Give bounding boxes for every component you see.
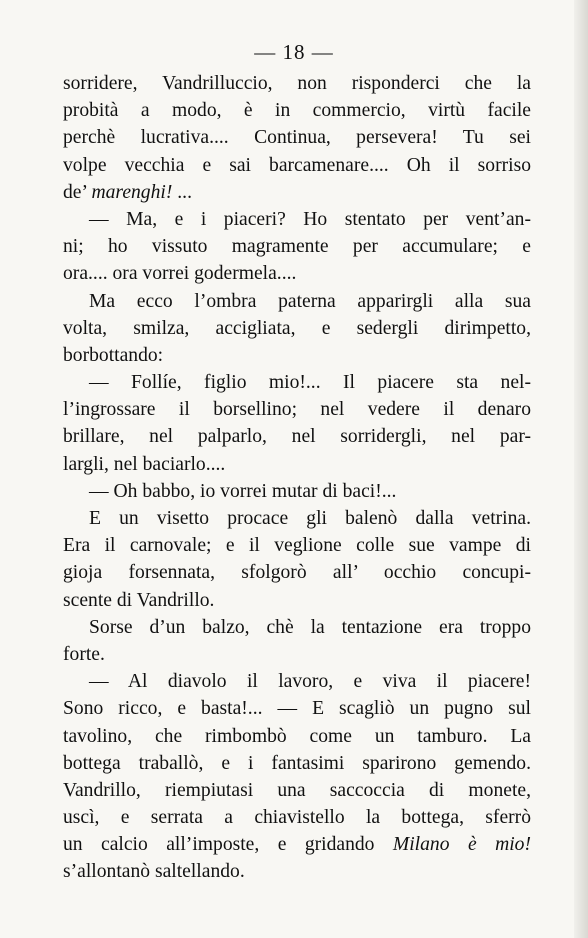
text-line: — Al diavolo il lavoro, e viva il piacere! (89, 671, 531, 693)
body-text (63, 70, 531, 886)
text-line: — Follíe, figlio mio!... Il piacere sta nel- (89, 372, 531, 394)
text-line (63, 831, 531, 858)
page-number: — 18 — (254, 40, 334, 64)
text-line: gioja forsennata, sfolgorò all’ occhio concupi- (63, 562, 531, 584)
text-line (63, 179, 531, 206)
text-line: brillare, nel palparlo, nel sorridergli, nel par- (63, 426, 531, 448)
text-line: volta, smilza, accigliata, e sedergli dirimpetto, (63, 317, 531, 339)
text-line: bottega traballò, e i fantasimi sparirono gemendo. (63, 752, 531, 774)
text-line: Sorse d’un balzo, chè la tentazione era troppo (89, 616, 531, 638)
text-line: s’allontanò saltellando. (63, 861, 245, 883)
text-segment: de’ (63, 181, 92, 203)
text-segment: un calcio all’imposte, e gridando (63, 834, 393, 856)
text-line: probità a modo, è in commercio, virtù facile (63, 100, 531, 122)
text-line: tavolino, che rimbombò come un tamburo. La (63, 725, 531, 747)
text-line: volpe vecchia e sai barcamenare.... Oh il sorriso (63, 154, 531, 176)
text-line: Era il carnovale; e il veglione colle sue vampe di (63, 535, 531, 557)
text-line: borbottando: (63, 344, 164, 366)
text-line: perchè lucrativa.... Continua, persevera! Tu sei (63, 127, 531, 149)
text-line: sorridere, Vandrilluccio, non risponderci che la (63, 73, 531, 94)
text-line: Ma ecco l’ombra paterna apparirgli alla sua (89, 290, 531, 312)
text-line: ora.... ora vorrei godermela.... (63, 263, 297, 285)
text-line: uscì, e serrata a chiavistello la bottega, sferrò (63, 807, 531, 829)
text-line: forte. (63, 643, 105, 665)
text-line: E un visetto procace gli balenò dalla vetrina. (89, 508, 531, 529)
text-line: ni; ho vissuto magramente per accumulare; e (63, 236, 531, 258)
text-line: scente di Vandrillo. (63, 589, 215, 611)
text-line: Vandrillo, riempiutasi una saccoccia di monete, (63, 779, 531, 801)
text-line: — Oh babbo, io vorrei mutar di baci!... (89, 480, 397, 502)
text-line: largli, nel baciarlo.... (63, 453, 226, 475)
text-line: Sono ricco, e basta!... — E scagliò un pugno sul (63, 698, 531, 720)
text-segment: ... (172, 181, 192, 203)
italic-text-segment: marenghi! (91, 181, 173, 203)
page-edge-shadow (574, 0, 588, 938)
text-line: — Ma, e i piaceri? Ho stentato per vent’an- (89, 208, 531, 230)
italic-text-segment: Milano è mio! (392, 834, 531, 856)
text-line: l’ingrossare il borsellino; nel vedere il denaro (63, 399, 531, 421)
